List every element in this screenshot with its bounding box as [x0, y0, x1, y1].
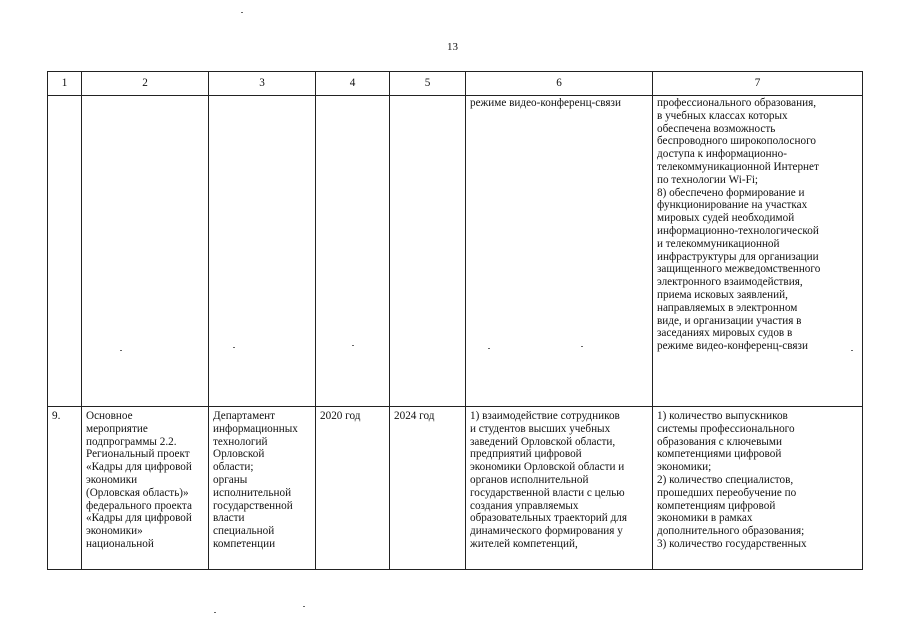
table-row-9	[48, 407, 863, 570]
cell-content: режиме видео-конференц-связи	[466, 96, 653, 407]
column-header-3: 3	[209, 72, 316, 96]
scan-speck	[581, 346, 583, 347]
cell-responsible	[209, 96, 316, 407]
cell-event-name: Основное мероприятие подпрограммы 2.2. Региональный проект «Кадры для цифровой экономики (Орловская область)» федерального проекта «Кадры для цифровой экономики» национальной	[82, 407, 209, 570]
column-header-4: 4	[316, 72, 390, 96]
table-row-continuation	[48, 96, 863, 407]
cell-results: профессионального образования, в учебных классах которых обеспечена возможность беспроводного широкополосного доступа к информационно- телекоммуникационной Интернет по технологии Wi-Fi; 8) обеспечено формирование и функционирование на участках мировых судей необходимой информационно-технологической и телекоммуникационной инфраструктуры для организации защищенного межведомственного электронного взаимодействия, приема исковых заявлений, направляемых в электронном виде, и организации участия в заседаниях мировых судов в режиме видео-конференц-связи	[653, 96, 863, 407]
cell-start-year: 2020 год	[316, 407, 390, 570]
cell-content: 1) взаимодействие сотрудников и студентов высших учебных заведений Орловской области, предприятий цифровой экономики Орловской области и органов исполнительной государственной власти с целью создания управляемых образовательных траекторий для динамического формирования у жителей компетенций,	[466, 407, 653, 570]
cell-number	[48, 96, 82, 407]
cell-end-year: 2024 год	[390, 407, 466, 570]
scan-speck	[303, 606, 305, 607]
cell-event-name	[82, 96, 209, 407]
cell-number: 9.	[48, 407, 82, 570]
cell-start-year	[316, 96, 390, 407]
program-table	[47, 71, 863, 570]
scan-speck	[233, 347, 235, 348]
column-header-7: 7	[653, 72, 863, 96]
column-header-2: 2	[82, 72, 209, 96]
cell-end-year	[390, 96, 466, 407]
scan-speck	[851, 350, 853, 351]
scan-speck	[241, 12, 243, 13]
scan-speck	[120, 350, 122, 351]
column-header-5: 5	[390, 72, 466, 96]
page-number: 13	[447, 41, 458, 53]
column-header-1: 1	[48, 72, 82, 96]
cell-results: 1) количество выпускников системы профессионального образования с ключевыми компетенциями цифровой экономики; 2) количество специалистов, прошедших переобучение по компетенциям цифровой экономики в рамках дополнительного образования; 3) количество государственных	[653, 407, 863, 570]
scan-speck	[352, 345, 354, 346]
scan-speck	[488, 348, 490, 349]
cell-responsible: Департамент информационных технологий Орловской области; органы исполнительной государственной власти специальной компетенции	[209, 407, 316, 570]
column-number-header-row	[48, 72, 863, 96]
column-header-6: 6	[466, 72, 653, 96]
scan-speck	[214, 612, 216, 613]
